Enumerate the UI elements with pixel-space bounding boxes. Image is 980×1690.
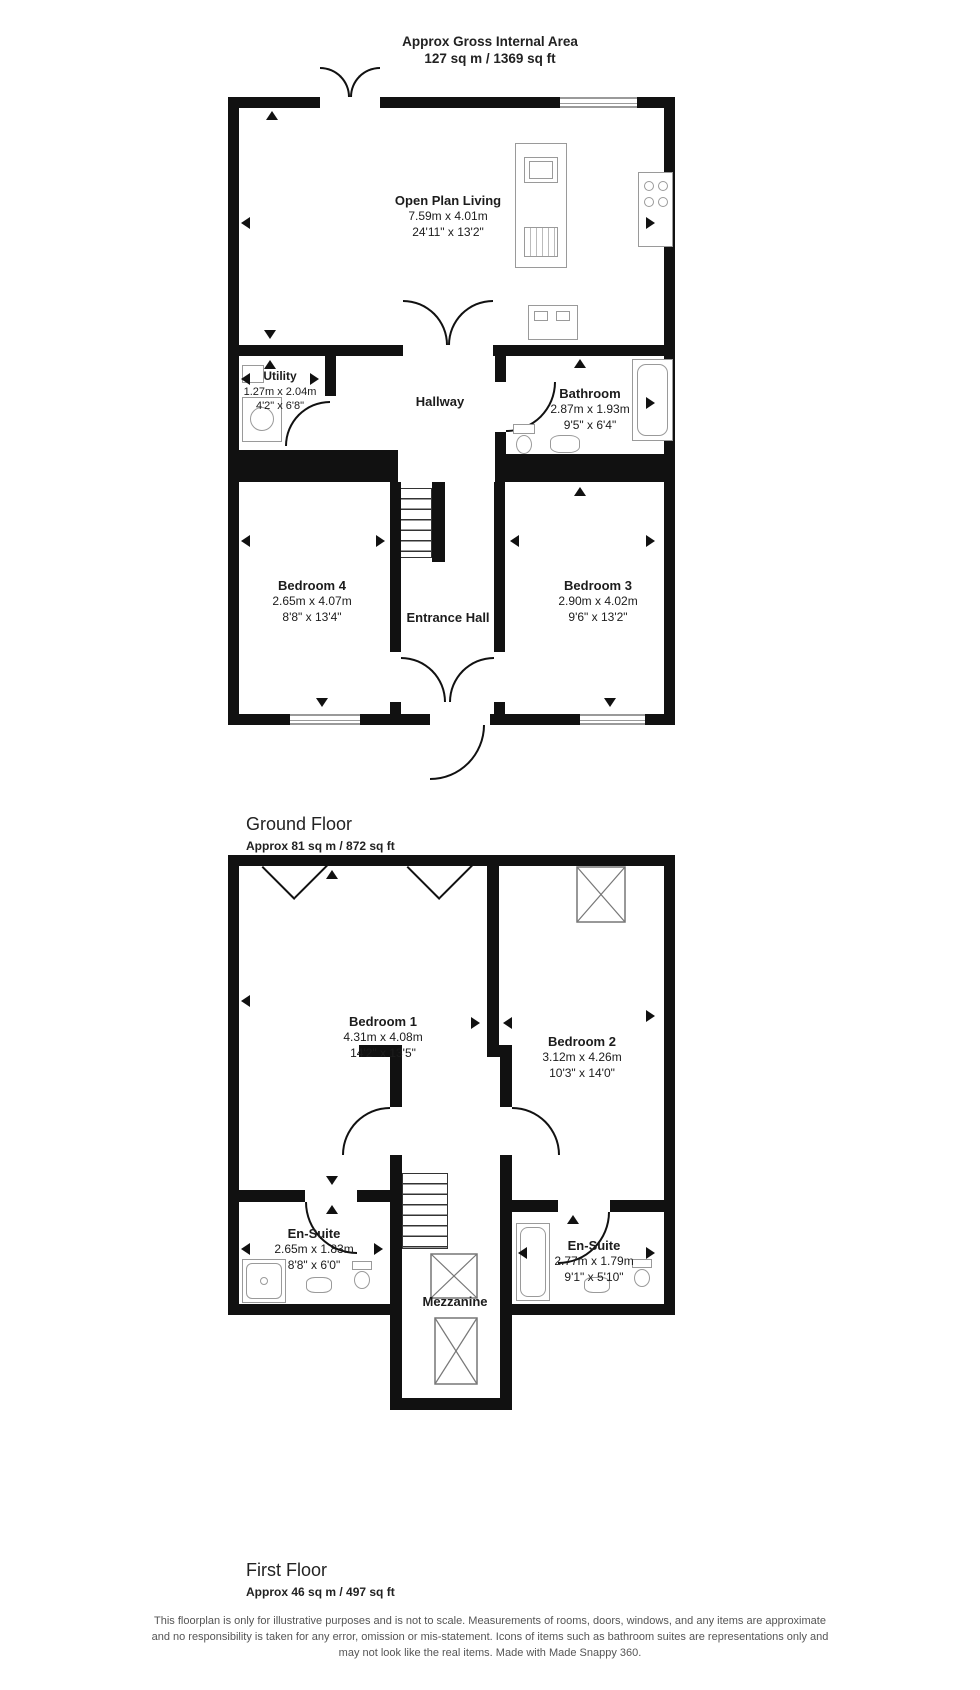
- door-arc: [430, 725, 485, 780]
- measure-arrow: [646, 1247, 655, 1259]
- room-label-utility: [244, 369, 317, 414]
- wall: [494, 702, 505, 714]
- ground-floor-title: Ground Floor: [246, 814, 353, 834]
- door-arc: [342, 1107, 390, 1155]
- room-dim-imperial: 4'2" x 6'8": [255, 400, 305, 413]
- wall: [500, 1200, 558, 1212]
- room-dim-imperial: 14'2" x 13'5": [350, 1045, 416, 1060]
- room-name: En-Suite: [567, 1238, 621, 1253]
- room-dim-imperial: 8'8" x 13'4": [282, 609, 342, 624]
- room-dim-metric: 2.65m x 4.07m: [272, 594, 352, 609]
- sideboard-icon: [556, 311, 570, 321]
- measure-arrow: [326, 1205, 338, 1214]
- wall: [490, 714, 580, 725]
- sideboard-icon: [534, 311, 548, 321]
- wall: [228, 855, 239, 1315]
- room-dim-imperial: 9'1" x 5'10": [564, 1269, 624, 1284]
- measure-arrow: [510, 535, 519, 547]
- door-arc: [403, 300, 448, 345]
- bathtub-icon: [520, 1227, 546, 1297]
- room-name: En-Suite: [287, 1226, 341, 1241]
- room-label-ensuite-right: [554, 1237, 633, 1286]
- sink-icon: [306, 1277, 332, 1293]
- measure-arrow: [471, 1017, 480, 1029]
- room-dim-imperial: 9'6" x 13'2": [568, 609, 628, 624]
- measure-arrow: [574, 359, 586, 368]
- wall: [380, 97, 560, 108]
- toilet-icon: [352, 1261, 372, 1270]
- door-arc: [512, 1107, 560, 1155]
- measure-arrow: [604, 698, 616, 707]
- wall: [228, 97, 320, 108]
- stairs-icon: [398, 488, 432, 558]
- measure-arrow: [266, 111, 278, 120]
- door-arc: [401, 657, 446, 702]
- wall: [325, 356, 336, 396]
- measure-arrow: [241, 995, 250, 1007]
- window: [290, 714, 360, 725]
- measure-arrow: [646, 1010, 655, 1022]
- door-arc: [350, 67, 380, 97]
- room-name: Bedroom 4: [278, 578, 346, 593]
- door-arc: [449, 657, 494, 702]
- window-leaf: [294, 865, 328, 899]
- measure-arrow: [518, 1247, 527, 1259]
- room-dim-imperial: 8'8" x 6'0": [287, 1257, 341, 1272]
- wall: [645, 714, 675, 725]
- room-name: Entrance Hall: [406, 610, 490, 625]
- measure-arrow: [316, 698, 328, 707]
- wall: [228, 345, 403, 356]
- room-label-entrance-hall: [406, 609, 489, 626]
- measure-arrow: [574, 487, 586, 496]
- room-name: Utility: [263, 369, 297, 383]
- measure-arrow: [264, 330, 276, 339]
- sink-icon: [550, 435, 580, 453]
- toilet-icon: [632, 1259, 652, 1268]
- wall: [664, 855, 675, 1315]
- measure-arrow: [326, 1176, 338, 1185]
- window: [580, 714, 645, 725]
- wall: [390, 1057, 402, 1107]
- measure-arrow: [374, 1243, 383, 1255]
- room-name: Mezzanine: [422, 1294, 488, 1309]
- first-floor-plan: [228, 855, 675, 1410]
- door-arc: [320, 67, 350, 97]
- room-dim-metric: 2.77m x 1.79m: [554, 1254, 634, 1269]
- room-dim-metric: 4.31m x 4.08m: [343, 1030, 423, 1045]
- first-floor-title: First Floor: [246, 1560, 327, 1580]
- room-label-mezzanine: [422, 1293, 487, 1310]
- room-label-ensuite-left: [274, 1225, 353, 1274]
- window-leaf: [439, 865, 473, 899]
- stairs-icon: [402, 1173, 448, 1249]
- room-label-hallway: [416, 393, 464, 410]
- measure-arrow: [241, 217, 250, 229]
- wall: [228, 855, 675, 866]
- measure-arrow: [376, 535, 385, 547]
- room-dim-metric: 7.59m x 4.01m: [408, 209, 488, 224]
- room-name: Bedroom 1: [349, 1014, 417, 1029]
- measure-arrow: [646, 535, 655, 547]
- toilet-icon: [513, 424, 535, 434]
- measure-arrow: [646, 397, 655, 409]
- wardrobe-icon: [576, 866, 626, 923]
- gross-area-value: 127 sq m / 1369 sq ft: [424, 51, 556, 66]
- wall: [228, 450, 398, 482]
- room-dim-metric: 2.90m x 4.02m: [558, 594, 638, 609]
- wall: [494, 482, 505, 652]
- room-label-bedroom-1: [343, 1013, 422, 1062]
- wall: [390, 1398, 512, 1410]
- toilet-icon: [516, 435, 532, 454]
- wall: [228, 1190, 305, 1202]
- window-leaf: [262, 866, 296, 900]
- wall: [500, 1155, 512, 1410]
- window-leaf: [407, 866, 441, 900]
- room-dim-imperial: 9'5" x 6'4": [563, 417, 617, 432]
- wall: [493, 345, 675, 356]
- ground-floor-area: Approx 81 sq m / 872 sq ft: [246, 839, 395, 853]
- room-name: Hallway: [415, 394, 465, 409]
- measure-arrow: [503, 1017, 512, 1029]
- measure-arrow: [646, 217, 655, 229]
- wall: [432, 482, 445, 562]
- measure-arrow: [567, 1215, 579, 1224]
- room-label-bedroom-3: [558, 577, 637, 626]
- wall: [357, 1190, 402, 1202]
- burner-icon: [658, 181, 668, 191]
- wall: [495, 454, 675, 482]
- wall: [495, 356, 506, 382]
- wall: [610, 1200, 675, 1212]
- wall: [487, 855, 499, 1057]
- disclaimer-line-2: and no responsibility is taken for any error, omission or mis-statement. Icons of items such as bathroom suites are representations only and: [151, 1631, 829, 1643]
- room-label-open-plan-living: [395, 192, 501, 241]
- wall: [228, 714, 290, 725]
- room-name: Bathroom: [559, 386, 621, 401]
- burner-icon: [644, 181, 654, 191]
- measure-arrow: [326, 870, 338, 879]
- window: [560, 97, 637, 108]
- toilet-icon: [634, 1269, 650, 1287]
- wall: [228, 97, 239, 725]
- rooflight-icon: [434, 1317, 478, 1385]
- wall: [390, 702, 401, 714]
- wall: [500, 1057, 512, 1107]
- ground-floor-plan: [228, 97, 675, 725]
- gross-area-title: Approx Gross Internal Area: [402, 34, 578, 49]
- hob-icon: [638, 172, 673, 247]
- wall: [228, 1304, 402, 1315]
- wall: [500, 1304, 675, 1315]
- measure-arrow: [241, 535, 250, 547]
- measure-arrow: [241, 1243, 250, 1255]
- burner-icon: [644, 197, 654, 207]
- room-dim-metric: 3.12m x 4.26m: [542, 1050, 622, 1065]
- wall: [488, 1045, 512, 1057]
- disclaimer-line-3: may not look like the real items. Made with Made Snappy 360.: [338, 1647, 642, 1659]
- room-label-bathroom: [550, 385, 629, 434]
- measure-arrow: [264, 360, 276, 369]
- room-label-bedroom-2: [542, 1033, 621, 1082]
- disclaimer-line-1: This floorplan is only for illustrative purposes and is not to scale. Measurements of rooms, doors, windows, and any items are approximate: [154, 1615, 826, 1627]
- room-name: Open Plan Living: [394, 193, 502, 208]
- room-name: Bedroom 2: [548, 1034, 616, 1049]
- room-dim-imperial: 10'3" x 14'0": [549, 1065, 615, 1080]
- appliance-icon: [524, 227, 558, 257]
- door-arc: [448, 300, 493, 345]
- wall: [390, 482, 401, 652]
- room-label-bedroom-4: [272, 577, 351, 626]
- room-dim-metric: 2.65m x 1.83m: [274, 1242, 354, 1257]
- room-dim-imperial: 24'11" x 13'2": [412, 224, 484, 239]
- burner-icon: [658, 197, 668, 207]
- first-floor-area: Approx 46 sq m / 497 sq ft: [246, 1585, 395, 1599]
- room-dim-metric: 1.27m x 2.04m: [243, 385, 317, 398]
- wall: [495, 432, 506, 454]
- room-name: Bedroom 3: [564, 578, 632, 593]
- wall: [360, 714, 430, 725]
- room-dim-metric: 2.87m x 1.93m: [550, 402, 630, 417]
- shower-drain-icon: [260, 1277, 268, 1285]
- toilet-icon: [354, 1271, 370, 1289]
- sink-icon: [529, 161, 553, 179]
